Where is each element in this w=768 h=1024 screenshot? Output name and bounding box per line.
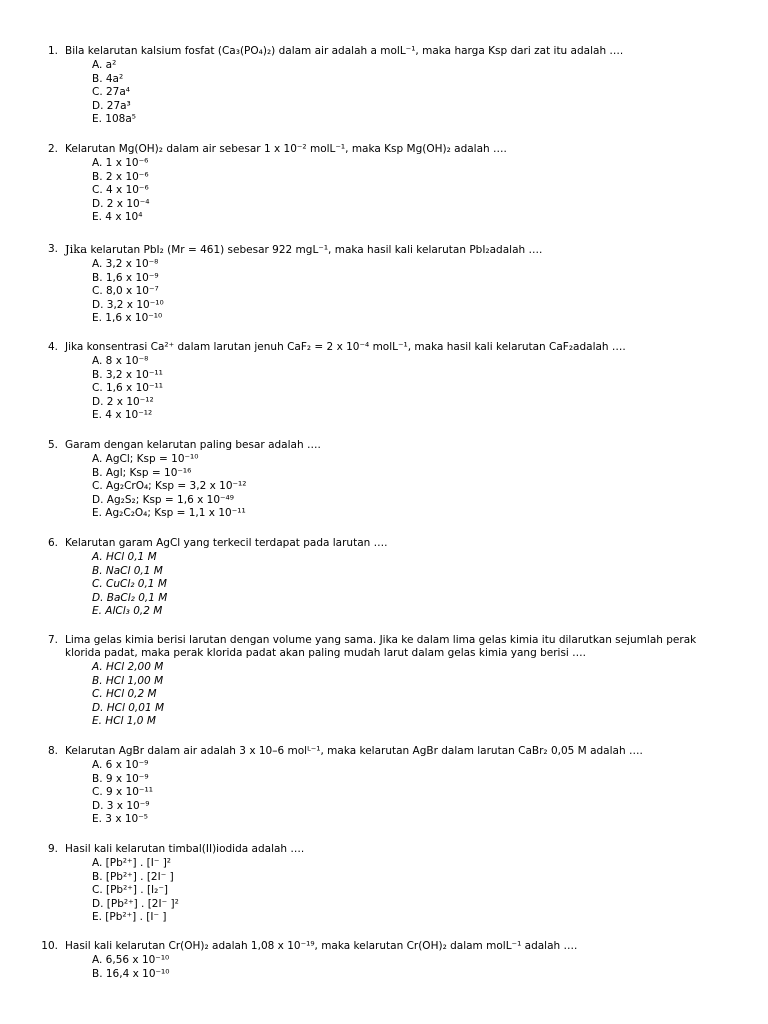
question-3 bbox=[34, 243, 734, 326]
question-number: 3. bbox=[47, 243, 58, 255]
option-a: A. [Pb²⁺] . [I⁻ ]² bbox=[92, 857, 172, 869]
option-a: A. 3,2 x 10⁻⁸ bbox=[92, 258, 159, 270]
option-e: E. 3 x 10⁻⁵ bbox=[92, 813, 148, 826]
option-a: A. HCl 2,00 M bbox=[92, 661, 164, 673]
option-b: B. Agl; Ksp = 10⁻¹⁶ bbox=[92, 466, 192, 479]
option-list bbox=[92, 453, 734, 521]
question-9 bbox=[34, 843, 734, 925]
option-b: B. [Pb²⁺] . [2I⁻ ] bbox=[92, 870, 174, 883]
question-number: 2. bbox=[47, 143, 58, 155]
option-d: D. 2 x 10⁻¹² bbox=[92, 395, 154, 408]
option-e: E. [Pb²⁺] . [I⁻ ] bbox=[92, 911, 167, 924]
option-c: C. Ag₂CrO₄; Ksp = 3,2 x 10⁻¹² bbox=[92, 480, 247, 493]
option-b: B. 1,6 x 10⁻⁹ bbox=[92, 271, 159, 284]
option-c: C. 8,0 x 10⁻⁷ bbox=[92, 285, 159, 298]
option-d: D. 27a³ bbox=[92, 99, 131, 112]
option-list bbox=[92, 759, 734, 827]
option-c: C. 4 x 10⁻⁶ bbox=[92, 184, 149, 197]
option-c: C. 1,6 x 10⁻¹¹ bbox=[92, 382, 163, 395]
question-number: 6. bbox=[47, 537, 58, 549]
option-e: E. AlCl₃ 0,2 M bbox=[92, 605, 163, 618]
option-d: D. HCl 0,01 M bbox=[92, 701, 165, 714]
option-a: A. 8 x 10⁻⁸ bbox=[92, 355, 149, 367]
option-c: C. HCl 0,2 M bbox=[92, 688, 157, 701]
option-a: A. 6,56 x 10⁻¹⁰ bbox=[92, 954, 170, 966]
option-c: C. 27a⁴ bbox=[92, 86, 131, 99]
stem-rest: kelarutan PbI₂ (Mr = 461) sebesar 922 mgL⁻¹, maka hasil kali kelarutan PbI₂adalah …. bbox=[87, 244, 543, 256]
option-b: B. 3,2 x 10⁻¹¹ bbox=[92, 368, 163, 381]
option-b: B. 9 x 10⁻⁹ bbox=[92, 772, 149, 785]
option-b: B. NaCl 0,1 M bbox=[92, 564, 163, 577]
question-number: 9. bbox=[47, 843, 58, 855]
option-e: E. 1,6 x 10⁻¹⁰ bbox=[92, 312, 163, 325]
option-d: D. 3 x 10⁻⁹ bbox=[92, 799, 150, 812]
question-stem: Jika konsentrasi Ca²⁺ dalam larutan jenuh CaF₂ = 2 x 10⁻⁴ molL⁻¹, maka hasil kali kelarutan CaF₂adalah …. bbox=[65, 341, 626, 353]
question-number: 8. bbox=[47, 745, 58, 757]
option-a: A. HCl 0,1 M bbox=[92, 551, 157, 563]
question-stem bbox=[65, 243, 734, 257]
option-b: B. 16,4 x 10⁻¹⁰ bbox=[92, 967, 170, 980]
question-5 bbox=[34, 439, 734, 521]
option-e: E. HCl 1,0 M bbox=[92, 715, 156, 728]
option-c: C. 9 x 10⁻¹¹ bbox=[92, 786, 153, 799]
stem-lead-word: Jika bbox=[65, 242, 88, 256]
question-stem: Lima gelas kimia berisi larutan dengan volume yang sama. Jika ke dalam lima gelas kimia itu dilarutkan sejumlah perak klorida padat, maka perak klorida padat akan paling mudah larut dalam gelas kimia yang berisi …. bbox=[65, 634, 697, 659]
option-b: B. 2 x 10⁻⁶ bbox=[92, 170, 149, 183]
question-1 bbox=[34, 45, 734, 127]
question-number: 1. bbox=[47, 45, 58, 57]
question-stem: Kelarutan AgBr dalam air adalah 3 x 10–6 molᴸ⁻¹, maka kelarutan AgBr dalam larutan CaBr₂ 0,05 M adalah …. bbox=[65, 745, 643, 757]
option-d: D. Ag₂S₂; Ksp = 1,6 x 10⁻⁴⁹ bbox=[92, 493, 234, 506]
question-6 bbox=[34, 537, 734, 619]
question-number: 5. bbox=[47, 439, 58, 451]
question-8 bbox=[34, 745, 734, 827]
option-d: D. 2 x 10⁻⁴ bbox=[92, 197, 150, 210]
option-c: C. CuCl₂ 0,1 M bbox=[92, 578, 167, 591]
option-list bbox=[92, 258, 734, 326]
option-a: A. 1 x 10⁻⁶ bbox=[92, 157, 149, 169]
option-b: B. 4a² bbox=[92, 72, 124, 85]
option-a: A. AgCl; Ksp = 10⁻¹⁰ bbox=[92, 453, 199, 465]
option-e: E. 4 x 10⁻¹² bbox=[92, 409, 153, 422]
option-list bbox=[92, 661, 734, 729]
option-list bbox=[92, 59, 734, 127]
option-list bbox=[92, 355, 734, 423]
option-list bbox=[92, 954, 734, 981]
option-d: D. [Pb²⁺] . [2I⁻ ]² bbox=[92, 897, 179, 910]
option-list bbox=[92, 857, 734, 925]
question-stem: Kelarutan garam AgCl yang terkecil terdapat pada larutan …. bbox=[65, 537, 388, 549]
option-a: A. 6 x 10⁻⁹ bbox=[92, 759, 149, 771]
question-stem: Garam dengan kelarutan paling besar adalah …. bbox=[65, 439, 321, 451]
question-4 bbox=[34, 341, 734, 423]
option-b: B. HCl 1,00 M bbox=[92, 674, 164, 687]
question-stem: Kelarutan Mg(OH)₂ dalam air sebesar 1 x 10⁻² molL⁻¹, maka Ksp Mg(OH)₂ adalah …. bbox=[65, 143, 507, 155]
question-stem: Hasil kali kelarutan timbal(II)iodida adalah …. bbox=[65, 843, 305, 855]
question-number: 10. bbox=[41, 940, 58, 952]
option-a: A. a² bbox=[92, 59, 117, 71]
option-e: E. Ag₂C₂O₄; Ksp = 1,1 x 10⁻¹¹ bbox=[92, 507, 246, 520]
option-c: C. [Pb²⁺] . [I₂⁻] bbox=[92, 884, 169, 897]
option-list bbox=[92, 157, 734, 225]
option-e: E. 108a⁵ bbox=[92, 113, 136, 126]
option-list bbox=[92, 551, 734, 619]
option-e: E. 4 x 10⁴ bbox=[92, 211, 143, 224]
question-10 bbox=[34, 940, 734, 981]
question-number: 4. bbox=[47, 341, 58, 353]
question-7 bbox=[34, 634, 734, 729]
question-stem: Hasil kali kelarutan Cr(OH)₂ adalah 1,08 x 10⁻¹⁹, maka kelarutan Cr(OH)₂ dalam molL⁻¹ adalah …. bbox=[65, 940, 578, 952]
option-d: D. BaCl₂ 0,1 M bbox=[92, 591, 168, 604]
question-2 bbox=[34, 143, 734, 225]
option-d: D. 3,2 x 10⁻¹⁰ bbox=[92, 298, 164, 311]
question-number: 7. bbox=[47, 634, 58, 646]
question-stem: Bila kelarutan kalsium fosfat (Ca₃(PO₄)₂) dalam air adalah a molL⁻¹, maka harga Ksp dari zat itu adalah …. bbox=[65, 45, 624, 57]
